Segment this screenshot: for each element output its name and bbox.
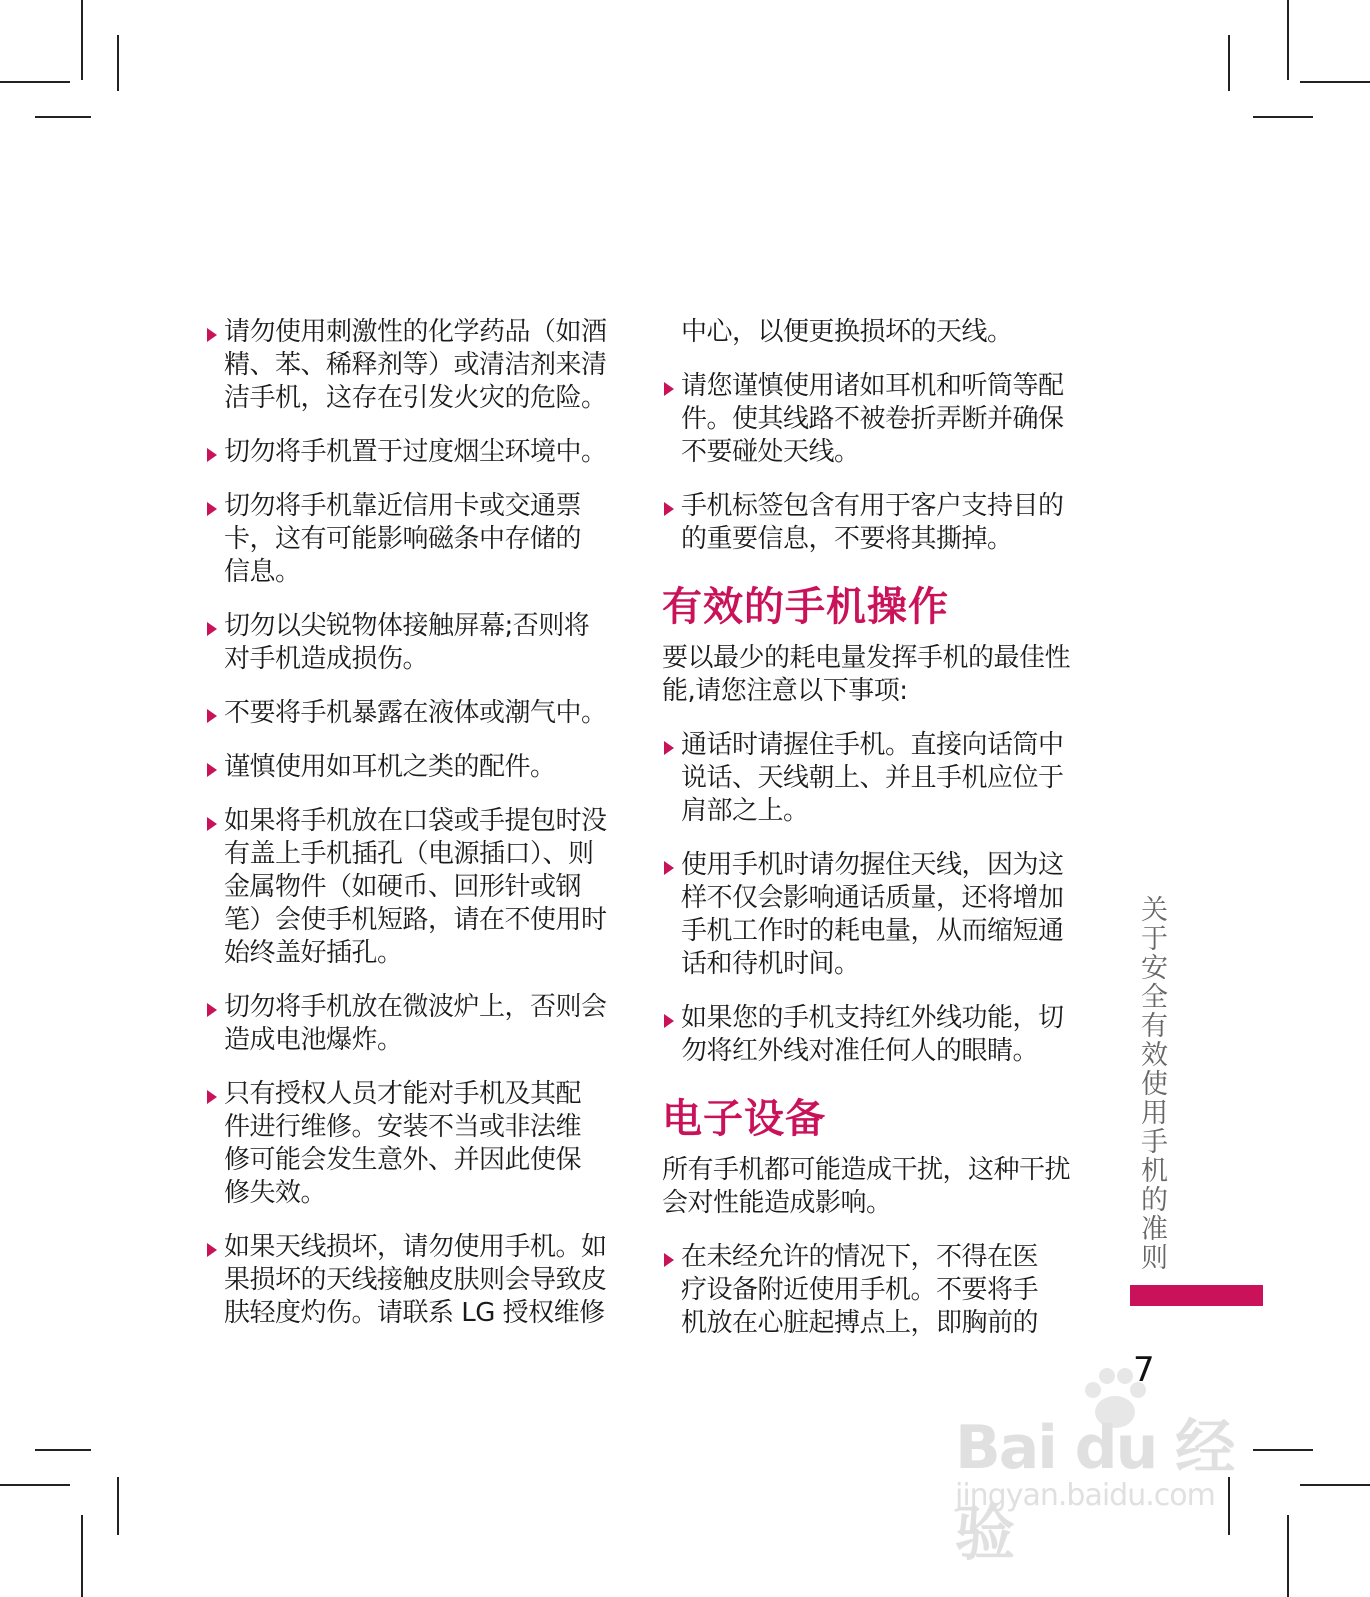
bullet-text: 切勿将手机靠近信用卡或交通票 卡，这有可能影响磁条中存储的 信息。 [224,491,582,587]
bullet-triangle-icon [207,502,217,516]
crop-mark [117,1477,119,1535]
watermark-url: jingyan.baidu.com [955,1478,1215,1513]
bullet-triangle-icon [664,861,674,875]
bullet-text: 通话时请握住手机。直接向话筒中 说话、天线朝上、并且手机应位于 肩部之上。 [681,730,1064,826]
crop-mark [0,81,70,83]
bullet-text: 请勿使用刺激性的化学药品（如酒 精、苯、稀释剂等）或清洁剂来清 洁手机，这存在引发火灾的危险。 [224,317,607,413]
bullet-triangle-icon [207,1090,217,1104]
bullet-triangle-icon [664,382,674,396]
bullet-text: 切勿将手机置于过度烟尘环境中。 [224,437,607,467]
bullet-item [662,490,1087,556]
section-heading-electronic-devices: 电子设备 [662,1096,826,1142]
crop-mark [1228,35,1230,91]
bullet-triangle-icon [664,1014,674,1028]
bullet-item [662,1241,1087,1340]
crop-mark [1287,0,1289,80]
crop-mark [35,116,91,118]
bullet-item [205,610,625,676]
bullet-text: 切勿将手机放在微波炉上，否则会 造成电池爆炸。 [224,992,607,1055]
intro-paragraph: 要以最少的耗电量发挥手机的最佳性 能,请您注意以下事项: [662,643,1071,706]
bullet-triangle-icon [207,1003,217,1017]
bullet-triangle-icon [207,763,217,777]
crop-mark [1300,1484,1370,1486]
bullet-triangle-icon [207,1243,217,1257]
bullet-text: 使用手机时请勿握住天线，因为这 样不仅会影响通话质量，还将增加 手机工作时的耗电量，从而缩短通 话和待机时间。 [681,850,1064,979]
crop-mark [35,1449,91,1451]
intro-paragraph: 所有手机都可能造成干扰，这种干扰 会对性能造成影响。 [662,1155,1071,1218]
watermark [955,1360,1265,1569]
bullet-triangle-icon [207,709,217,723]
bullet-triangle-icon [664,741,674,755]
page-number: 7 [1133,1350,1155,1390]
crop-mark [81,0,83,80]
bullet-item [205,751,625,784]
bullet-triangle-icon [207,328,217,342]
crop-mark [81,1515,83,1597]
bullet-item [205,490,625,589]
watermark-brand: Bai du 经验 [955,1413,1234,1569]
bullet-item [205,697,625,730]
bullet-triangle-icon [664,1253,674,1267]
bullet-triangle-icon [207,622,217,636]
left-column [205,316,625,1351]
bullet-text: 不要将手机暴露在液体或潮气中。 [224,698,607,728]
bullet-text: 只有授权人员才能对手机及其配 件进行维修。安装不当或非法维 修可能会发生意外、并因此使保 修失效。 [224,1079,582,1208]
crop-mark [1287,1515,1289,1597]
bullet-triangle-icon [207,817,217,831]
bullet-item [205,1078,625,1210]
continuation-text: 中心，以便更换损坏的天线。 [681,317,1013,347]
section-sidebar-title: 关于安全有效使用手机的准则 [1136,895,1167,1272]
bullet-triangle-icon [664,502,674,516]
bullet-item [205,316,625,415]
crop-mark [1253,116,1313,118]
crop-mark [0,1484,70,1486]
bullet-text: 如果您的手机支持红外线功能，切 勿将红外线对准任何人的眼睛。 [681,1003,1064,1066]
bullet-item [662,1002,1087,1068]
crop-mark [117,35,119,91]
section-tab-marker [1130,1285,1263,1306]
bullet-item [662,849,1087,981]
bullet-item [662,729,1087,828]
bullet-item [662,370,1087,469]
bullet-triangle-icon [207,448,217,462]
bullet-item [205,805,625,970]
bullet-text: 谨慎使用如耳机之类的配件。 [224,752,556,782]
bullet-text: 在未经允许的情况下，不得在医 疗设备附近使用手机。不要将手 机放在心脏起搏点上，即胸前的 [681,1242,1039,1338]
bullet-text: 如果天线损坏，请勿使用手机。如 果损坏的天线接触皮肤则会导致皮 肤轻度灼伤。请联系 LG 授权维修 [224,1232,607,1328]
bullet-text: 请您谨慎使用诸如耳机和听筒等配 件。使其线路不被卷折弄断并确保 不要碰处天线。 [681,371,1064,467]
bullet-item [205,991,625,1057]
bullet-text: 切勿以尖锐物体接触屏幕;否则将 对手机造成损伤。 [224,611,590,674]
bullet-text: 手机标签包含有用于客户支持目的 的重要信息，不要将其撕掉。 [681,491,1064,554]
bullet-text: 如果将手机放在口袋或手提包时没 有盖上手机插孔（电源插口）、则 金属物件（如硬币、回形针或钢 笔）会使手机短路，请在不使用时 始终盖好插孔。 [224,806,607,968]
bullet-item [205,436,625,469]
bullet-item [205,1231,625,1330]
right-column [662,316,1087,1361]
crop-mark [1300,81,1370,83]
section-heading-efficient-operation: 有效的手机操作 [662,584,949,630]
